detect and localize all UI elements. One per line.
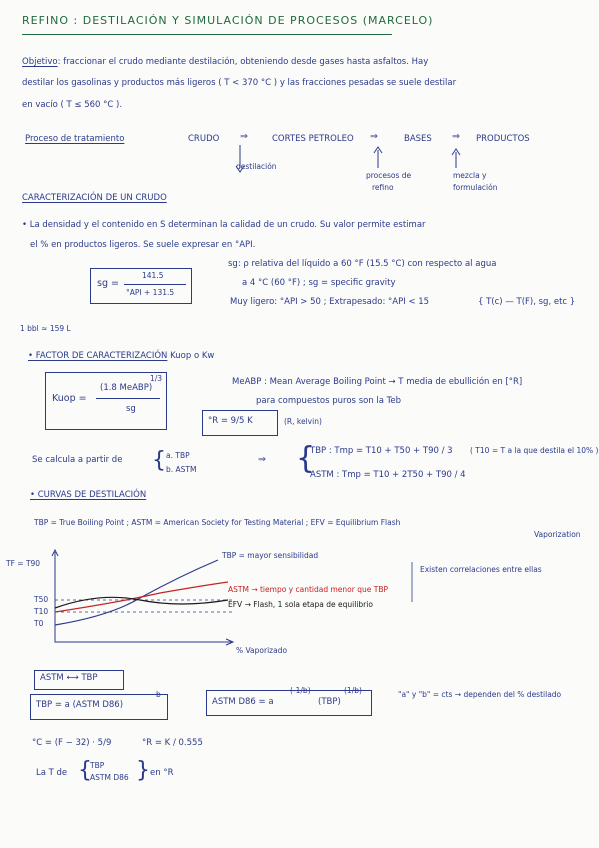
kuop-formula-lhs: Kuop = — [52, 393, 87, 404]
kuop-calc-text: Se calcula a partir de — [32, 455, 123, 465]
objective-label: Objetivo — [22, 57, 58, 67]
sg-definition-3: Muy ligero: °API > 50 ; Extrapesado: °API < 15 — [230, 297, 430, 307]
kuop-formula-exp: 1/3 — [150, 374, 163, 383]
chart-y-label-tf: TF = T90 — [6, 559, 41, 568]
last-line-tbp: TBP — [90, 761, 105, 770]
astm-correlation-exp2: (1/b) — [344, 686, 362, 695]
objective-line-2: destilar los gasolinas y productos más ligeros ( T < 370 °C ) y las fracciones pesadas se suele destilar — [22, 78, 457, 88]
last-line-label: La T de — [36, 768, 68, 778]
objective-line-3: en vacío ( T ≤ 560 °C ). — [22, 100, 123, 110]
efv-curve — [55, 597, 228, 608]
process-arrow-3: ⇒ — [452, 131, 460, 142]
kuop-arrow: ⇒ — [258, 454, 266, 465]
last-line-astm: ASTM D86 — [90, 773, 129, 782]
tbp-correlation-exp: b — [156, 690, 161, 699]
ab-constants-note: "a" y "b" = cts → dependen del % destilado — [398, 690, 562, 699]
process-sub-destilacion: destilación — [236, 162, 277, 171]
astm-curve — [55, 582, 228, 612]
tbp-correlation: TBP = a (ASTM D86) — [36, 700, 124, 710]
t10-note: ( T10 = T a la que destila el 10% ) — [470, 446, 599, 455]
process-step-cortes: CORTES PETROLEO — [272, 134, 354, 144]
process-step-crudo: CRUDO — [188, 134, 220, 144]
tbp-curve-label: TBP = mayor sensibilidad — [222, 551, 319, 560]
kuop-formula-den: sg — [126, 404, 136, 414]
process-arrow-1: ⇒ — [240, 131, 248, 142]
characterization-line-2: el % en productos ligeros. Se suele expresar en °API. — [30, 240, 256, 250]
curves-heading: • CURVAS DE DESTILACIÓN — [30, 490, 147, 500]
chart-y-label-t0: T0 — [34, 619, 44, 628]
sg-definition-2: a 4 °C (60 °F) ; sg = specific gravity — [242, 278, 396, 288]
meabp-definition-1: MeABP : Mean Average Boiling Point → T media de ebullición en [°R] — [232, 377, 523, 387]
chart-axis-arrows — [52, 550, 233, 645]
page-title: REFINO : DESTILACIÓN Y SIMULACIÓN DE PROCESOS (MARCELO) — [22, 14, 434, 27]
curves-side-note: Existen correlaciones entre ellas — [420, 565, 542, 574]
astm-correlation-tail: (TBP) — [318, 697, 341, 707]
objective-text-1: : fraccionar el crudo mediante destilación, obteniendo desde gases hasta asfaltos. Hay — [57, 57, 429, 67]
process-sub-refino: refino — [372, 183, 394, 192]
astm-correlation: ASTM D86 = a — [212, 697, 274, 707]
chart-x-label: % Vaporizado — [236, 646, 288, 655]
barrel-note: 1 bbl ≃ 159 L — [20, 324, 71, 333]
sg-formula-lhs: sg = — [97, 278, 119, 289]
sg-formula-den: °API + 131.5 — [126, 288, 175, 297]
process-step-bases: BASES — [404, 134, 432, 144]
curves-definitions-2: Vaporization — [534, 530, 581, 539]
characterization-heading: CARACTERIZACIÓN DE UN CRUDO — [22, 193, 167, 203]
process-step-productos: PRODUCTOS — [476, 134, 530, 144]
sg-formula-num: 141.5 — [142, 271, 164, 280]
sg-definition-1: sg: ρ relativa del líquido a 60 °F (15.5 °C) con respecto al agua — [228, 259, 497, 269]
last-line-brace: { — [78, 758, 92, 783]
astm-curve-label: ASTM → tiempo y cantidad menor que TBP — [228, 585, 388, 594]
kuop-brace: { — [152, 448, 166, 473]
tbp-mean-eq: TBP : Tmp = T10 + T50 + T90 / 3 — [310, 446, 453, 456]
chart-y-label-t50: T50 — [34, 595, 49, 604]
curves-definitions: TBP = True Boiling Point ; ASTM = American Society for Testing Material ; EFV = Equilibrium Flash — [34, 518, 401, 527]
process-sub-formulacion: formulación — [453, 183, 498, 192]
process-sub-mezcla: mezcla y — [453, 171, 487, 180]
kuop-heading-suffix: Kuop o Kw — [170, 351, 215, 361]
kuop-formula-num: (1.8 MeABP) — [100, 383, 153, 393]
rankine-unit: (R, kelvin) — [284, 417, 322, 426]
chart-y-label-t10: T10 — [34, 607, 49, 616]
meabp-definition-2: para compuestos puros son la Teb — [256, 396, 402, 406]
characterization-line-1: • La densidad y el contenido en S determinan la calidad de un crudo. Su valor permite estimar — [22, 220, 426, 230]
kuop-source-astm: b. ASTM — [166, 465, 197, 474]
process-arrow-2: ⇒ — [370, 131, 378, 142]
astm-tbp-label: ASTM ⟷ TBP — [40, 673, 98, 683]
kuop-eq-brace: { — [296, 441, 316, 476]
efv-curve-label: EFV → Flash, 1 sola etapa de equilibrio — [228, 600, 373, 609]
astm-mean-eq: ASTM : Tmp = T10 + 2T50 + T90 / 4 — [310, 470, 466, 480]
sg-definition-3b: { T(c) — T(F), sg, etc } — [478, 297, 576, 307]
rankine-conversion: °R = K / 0.555 — [142, 738, 203, 748]
celsius-conversion: °C = (F − 32) · 5/9 — [32, 738, 112, 748]
kuop-heading: • FACTOR DE CARACTERIZACIÓN — [28, 351, 168, 361]
kuop-source-tbp: a. TBP — [166, 451, 190, 460]
process-label: Proceso de tratamiento — [25, 134, 125, 144]
process-sub-procesos: procesos de — [366, 171, 412, 180]
last-line-brace-close: } — [136, 758, 150, 783]
astm-correlation-exp1: (-1/b) — [290, 686, 311, 695]
tbp-curve — [55, 560, 218, 625]
rankine-formula: °R = 9/5 K — [208, 416, 253, 426]
last-line-units: en °R — [150, 768, 174, 778]
